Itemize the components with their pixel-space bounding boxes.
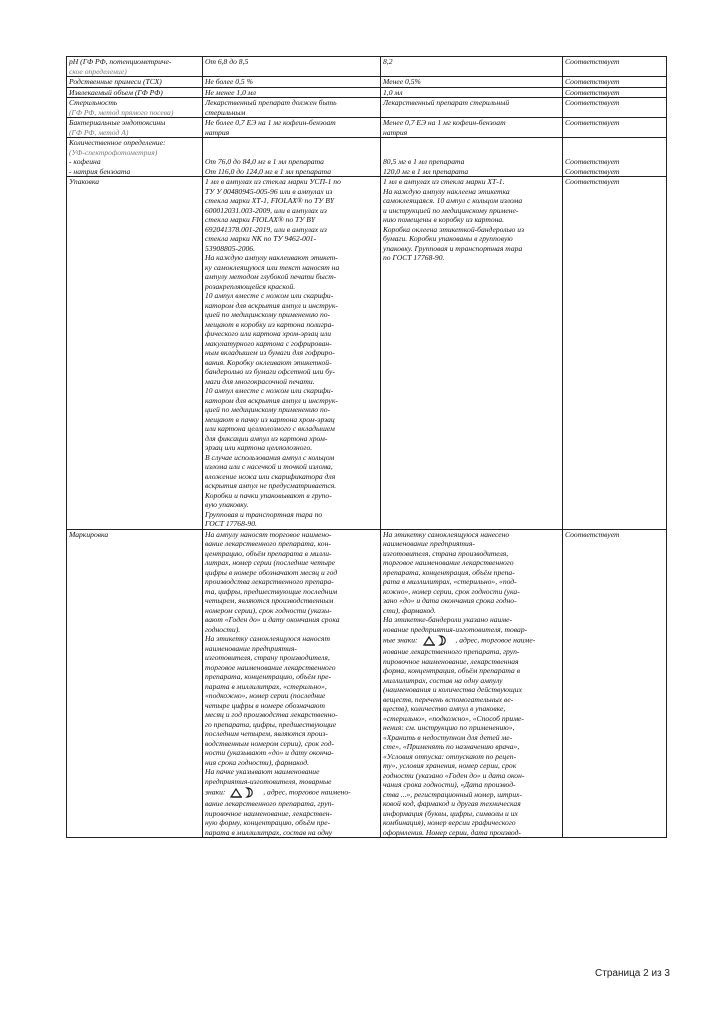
result-line: изготовителя, страна производителя, (383, 548, 509, 558)
result-line: ковой код, фармакод и другая техническая (383, 799, 521, 808)
cell-parameter: Упаковка (67, 177, 203, 530)
norm-line: стерильным (205, 107, 246, 117)
norm-line: месяц и год производства лекарственно- (205, 710, 338, 719)
logo-line-prefix: знаки: (205, 787, 226, 797)
norm-line: На пачке указывают наименование (205, 767, 320, 776)
norm-line: номером серии), срок годности (указы- (205, 605, 332, 615)
cell-norm (203, 118, 381, 138)
result-line: наименование предприятия- (383, 539, 475, 548)
norm-line: 692041378.001-2019, или в ампулах из (205, 224, 327, 234)
norm-line: 53908805-2006. (205, 243, 255, 253)
norm-line: ности (указывают «до» и дату оконча- (205, 748, 334, 757)
cell-norm: Не менее 1,0 мл (203, 87, 381, 98)
cell-parameter: Родственные примеси (ТСХ) (67, 77, 203, 88)
param-sub-caffeine: - кофеина (69, 157, 101, 166)
norm-line: 10 ампул вместе с ножом или скарифи- (205, 386, 334, 395)
result-line: годности (указано «Годен до» и дата окон- (383, 770, 525, 780)
cell-result (381, 118, 563, 138)
norm-line: Коробки и пачки упаковывают в групо- (205, 490, 332, 500)
result-line: веществ, перечень вспомогательных ве- (383, 694, 514, 704)
result-line: бумаги. Коробки упакованы в групповую (383, 234, 513, 243)
cell-result (381, 177, 563, 530)
norm-line: Не более 0,7 ЕЭ на 1 мг кофеин-бензоат (205, 118, 336, 127)
norm-line: ную форму, концентрацию, объём пре- (205, 818, 331, 827)
result-line: ства ...», регистрационный номер, штрих- (383, 789, 523, 799)
norm-line: ГОСТ 17768-90. (205, 519, 257, 528)
cell-conclusion: Соответствует (563, 529, 667, 838)
norm-line: катором для вскрытия ампул и инструк- (205, 300, 338, 310)
param-name: pH (ГФ РФ, потенциометриче- (69, 57, 172, 66)
cell-conclusion (563, 138, 667, 177)
specification-table (66, 56, 667, 838)
norm-line: вую упаковку. (205, 500, 249, 509)
norm-line: вание лекарственного препарата, кон- (205, 539, 331, 548)
cell-norm: Не более 0,5 % (203, 77, 381, 88)
result-line: торговое наименование лекарственного (383, 558, 514, 567)
norm-line: пировочное наименование, лекарствен- (205, 808, 332, 818)
norm-line: наименование предприятия- (205, 643, 297, 653)
result-line: 1 мл в ампулах из стекла марки ХТ-1. (383, 177, 505, 186)
norm-line: 10 ампул вместе с ножом или скарифи- (205, 291, 334, 300)
logo-line (205, 786, 378, 799)
norm-line: розакрепляющейся краской. (205, 281, 296, 291)
norm-line: изготовителя, страну производителя, (205, 653, 330, 662)
param-method: ское определение) (69, 66, 127, 76)
norm-line: водственным номером серии), срок год- (205, 738, 335, 748)
result-line: по ГОСТ 17768-90. (383, 253, 445, 262)
cell-conclusion: Соответствует (563, 77, 667, 88)
result-line: На каждую ампулу наклеена этикетка (383, 186, 510, 196)
norm-line: ампулу методом глубокой печати быст- (205, 272, 337, 281)
cell-norm (203, 177, 381, 530)
result-benzoate: 120,0 мг в 1 мл препарата (383, 166, 469, 176)
cell-conclusion: Соответствует (563, 57, 667, 77)
table-row-sterility (67, 98, 667, 118)
result-line: ту», условия хранения, номер серии, срок (383, 761, 517, 770)
cell-norm (203, 138, 381, 177)
result-line: (наименования и количества действующих (383, 685, 522, 694)
norm-line: стекла марки FIOLAX® по ТУ BY (205, 215, 316, 224)
norm-line: ным вкладышем из бумаги для гофриро- (205, 348, 335, 357)
cell-result (381, 138, 563, 177)
norm-line: На ампулу наносят торговое наимено- (205, 529, 332, 539)
norm-line: излома или с насечкой и точкой излома, (205, 462, 333, 471)
logo-line-suffix: , адрес, торговое наиме- (455, 635, 536, 645)
table-row-endotoxins (67, 118, 667, 138)
norm-line: стекла марки ХТ-1, FIOLAX® по ТУ BY (205, 196, 335, 205)
logo-line-suffix: , адрес, торговое наимено- (263, 787, 351, 797)
norm-line: натрия (205, 127, 230, 137)
result-line: натрия (383, 127, 408, 137)
norm-caffeine: От 76,0 до 84,0 мг в 1 мл препарата (205, 157, 324, 166)
result-line: «Условия отпуска: отпускают по рецеп- (383, 751, 517, 761)
result-line: На этикетку самоклеящуюся нанесено (383, 529, 510, 539)
trademark-logo-icon (422, 634, 452, 647)
result-line: нию помещены в коробку из картона. (383, 215, 505, 224)
norm-line: 600012031.003-2009, или в ампулах из (205, 205, 327, 215)
result-line: комбинация), номер версии графического (383, 818, 516, 827)
result-line: препарата, концентрация, объём препа- (383, 567, 515, 577)
logo-line (383, 634, 560, 647)
norm-line: мещают в пачку из картона хром-эрзац (205, 414, 335, 424)
result-caffeine: 80,5 мг в 1 мл препарата (383, 157, 465, 166)
result-line: Менее 0,7 ЕЭ на 1 мг кофеин-бензоат (383, 118, 506, 127)
norm-line: вания. Коробку оклеивают этикеткой- (205, 357, 332, 367)
param-method: (ГФ РФ, метод А) (69, 127, 129, 137)
norm-line: предприятия-изготовителя, товарные (205, 776, 332, 786)
norm-line: бандеролью из бумаги офсетной или бу- (205, 367, 335, 376)
param-sub-benzoate: - натрия бензоата (69, 166, 131, 176)
norm-line: цией по медицинскому применению по- (205, 405, 331, 414)
cell-conclusion: Соответствует (563, 177, 667, 530)
cell-result: Менее 0,5% (381, 77, 563, 88)
norm-line: мещают в коробку из картона полигра- (205, 319, 334, 329)
norm-line: ния срока годности), фармакод. (205, 757, 310, 767)
norm-benzoate: От 116,0 до 124,0 мг в 1 мл препарата (205, 166, 331, 176)
cell-result: 8,2 (381, 57, 563, 77)
result-line: нование предприятия-изготовителя, товар- (383, 624, 528, 634)
trademark-logo-icon (229, 786, 259, 799)
cell-parameter (67, 138, 203, 177)
cell-result (381, 529, 563, 838)
norm-line: цией по медицинскому применению по- (205, 310, 331, 319)
result-line: упаковку. Групповая и транспортная тара (383, 243, 523, 253)
cell-norm (203, 98, 381, 118)
conclusion-caffeine: Соответствует (565, 157, 620, 166)
norm-line: вание лекарственного препарата, груп- (205, 799, 334, 808)
norm-line: Групповая и транспортная тара по (205, 509, 323, 519)
conclusion-benzoate: Соответствует (565, 166, 620, 176)
cell-conclusion: Соответствует (563, 87, 667, 98)
norm-line: стекла марки NK по ТУ 9462-001- (205, 234, 317, 243)
result-line: зано «до» и дата окончания срока годно- (383, 596, 517, 605)
norm-line: четыре цифры в номере обозначают (205, 700, 325, 710)
norm-line: парата в миллилитрах, «стерильно», (205, 681, 327, 691)
result-line: кожно», номер серии, срок годности (ука- (383, 586, 520, 596)
norm-line: го препарата, цифры, предшествующие (205, 719, 337, 729)
cell-parameter (67, 57, 203, 77)
norm-line: вскрытия ампул не предусматривается. (205, 481, 337, 490)
result-line: оформления. Номер серии, дата производ- (383, 827, 521, 837)
document-page (66, 56, 666, 838)
norm-line: ТУ У 00480945-005-96 или в ампулах из (205, 186, 333, 196)
result-line: нения: см. инструкцию по применению», (383, 723, 515, 732)
norm-line: ку самоклеящуюся или текст наносят на (205, 262, 340, 272)
cell-parameter: Маркировка (67, 529, 203, 838)
param-name: Количественное определение: (69, 138, 166, 147)
cell-parameter (67, 98, 203, 118)
table-row-impurities (67, 77, 667, 88)
norm-line: маги для многокрасочной печати. (205, 376, 315, 386)
result-line: нование лекарственного препарата, груп- (383, 647, 520, 656)
norm-line: цифры в номере обозначают месяц и год (205, 567, 338, 577)
cell-norm: От 6,8 до 8,5 (203, 57, 381, 77)
result-line: информация (буквы, цифры, символы и их (383, 808, 518, 818)
norm-line: фического или картона хром-эрзац или (205, 329, 332, 338)
logo-line-prefix: ные знаки: (383, 635, 418, 645)
norm-line: «подкожно», номер серии (последние (205, 691, 326, 700)
table-row-volume (67, 87, 667, 98)
norm-line: На каждую ампулу наклеивают этикет- (205, 253, 338, 262)
cell-parameter (67, 118, 203, 138)
norm-line: производства лекарственного препара- (205, 577, 334, 586)
table-row-ph (67, 57, 667, 77)
table-row-packaging (67, 177, 667, 530)
param-name: Стерильность (69, 98, 118, 107)
param-method: (УФ-спектрофотометрия) (69, 147, 158, 157)
norm-line: макулатурного картона с гофрирован- (205, 338, 332, 348)
table-row-assay (67, 138, 667, 177)
norm-line: та, цифры, предшествующие последним (205, 586, 338, 596)
cell-result: Лекарственный препарат стерильный (381, 98, 563, 118)
cell-conclusion: Соответствует (563, 98, 667, 118)
norm-line: 1 мл в ампулах из стекла марки УСП-1 по (205, 177, 341, 186)
cell-norm (203, 529, 381, 838)
norm-line: В случае использования ампул с кольцом (205, 452, 335, 462)
param-name: Бактериальные эндотоксины (69, 118, 166, 127)
norm-line: для фиксации ампул из картона хром- (205, 433, 328, 443)
norm-line: годности). (205, 624, 241, 634)
result-line: пировочное наименование, лекарственная (383, 656, 519, 666)
result-line: «стерильно», «подкожно», «Способ приме- (383, 713, 524, 723)
result-line: Коробка оклеена этикеткой-бандеролью из (383, 224, 525, 234)
result-line: сте», «Применять по назначению врача», (383, 742, 520, 751)
cell-parameter: Извлекаемый объем (ГФ РФ) (67, 87, 203, 98)
norm-line: парата в миллилитрах, состав на одну (205, 827, 333, 837)
result-line: форма, концентрация, объём препарата в (383, 666, 520, 675)
result-line: чания срока годности), «Дата производ- (383, 780, 516, 789)
norm-line: торговое наименование лекарственного (205, 662, 336, 672)
norm-line: четырем, являются производственным (205, 596, 334, 605)
norm-line: последним четырем, являются произ- (205, 729, 328, 738)
norm-line: препарата, концентрацию, объём пре- (205, 672, 331, 681)
norm-line: вают «Годен до» и дату окончания срока (205, 615, 340, 624)
page-number: Страница 2 из 3 (595, 968, 670, 979)
norm-line: центрацию, объём препарата в милли- (205, 548, 332, 558)
result-line: и инструкцией по медицинскому примене- (383, 205, 519, 215)
norm-line: или картона целлюлозного с вкладышем (205, 424, 335, 433)
cell-result: 1,0 мл (381, 87, 563, 98)
norm-line: На этикетку самоклеящуюся наносят (205, 634, 330, 643)
result-line: рата в миллилитрах, «стерильно», «под- (383, 577, 517, 586)
result-line: самоклеящаяся. 10 ампул с кольцом излома (383, 196, 523, 205)
norm-line: эрзац или картона целлюлозного. (205, 443, 313, 452)
result-line: сти), фармакод. (383, 605, 436, 615)
cell-conclusion: Соответствует (563, 118, 667, 138)
table-row-marking (67, 529, 667, 838)
norm-line: вложение ножа или скарификатора для (205, 471, 336, 481)
norm-line: литрах, номер серии (последние четыре (205, 558, 336, 567)
result-line: На этикетке-бандероли указано наиме- (383, 615, 513, 624)
result-line: ществ), количество ампул в упаковке, (383, 704, 506, 713)
norm-line: катором для вскрытия ампул и инструк- (205, 395, 338, 405)
norm-line: Лекарственный препарат должен быть (205, 98, 337, 107)
result-line: «Хранить в недоступном для детей ме- (383, 732, 513, 742)
param-method: (ГФ РФ, метод прямого посева) (69, 107, 174, 117)
result-line: миллилитрах, состав на одну ампулу (383, 675, 503, 685)
